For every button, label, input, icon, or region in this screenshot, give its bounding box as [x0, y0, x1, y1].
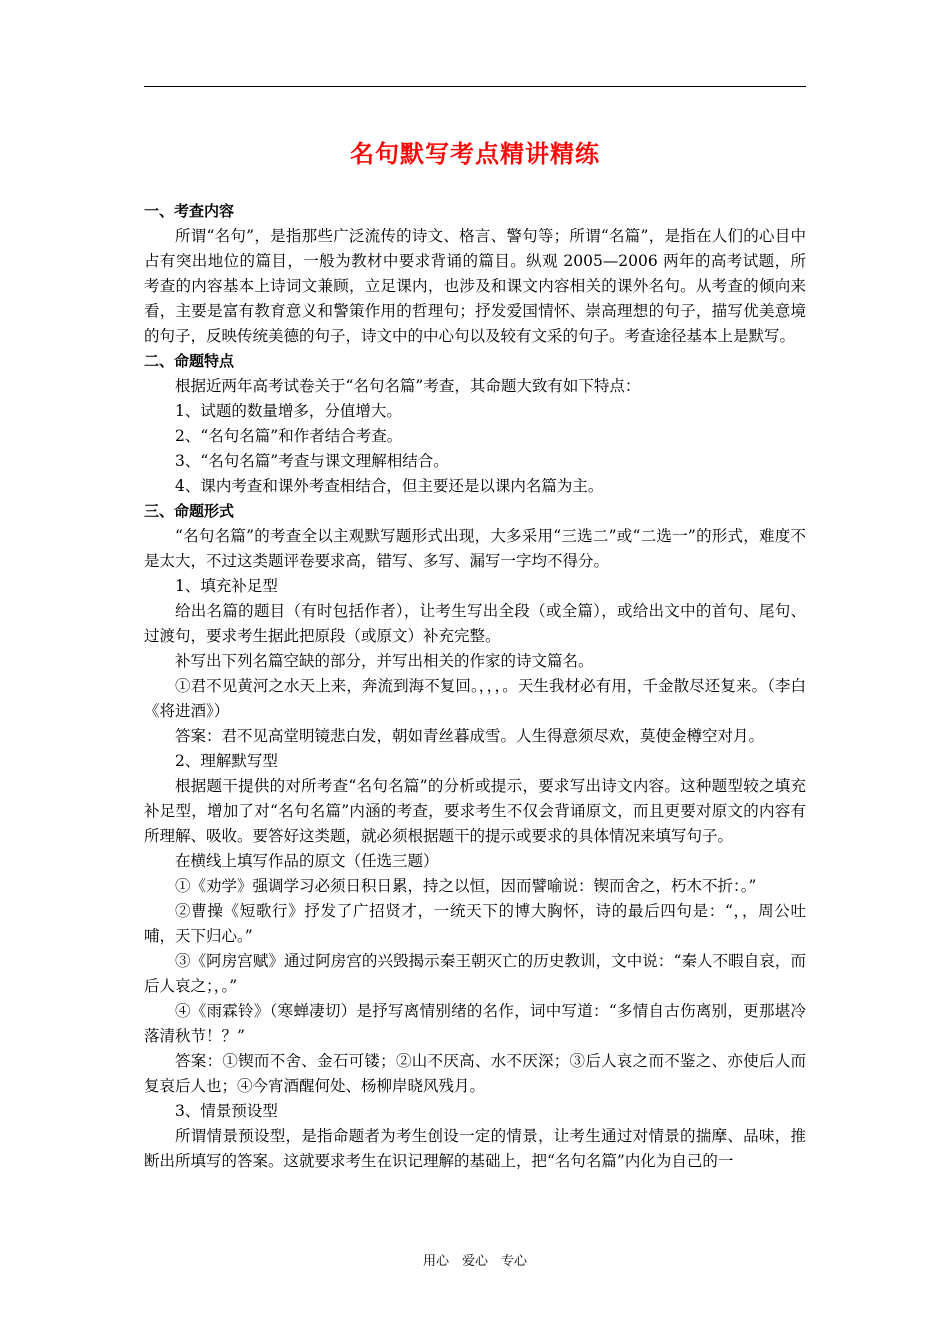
question-prompt: 补写出下列名篇空缺的部分，并写出相关的作家的诗文篇名。 — [175, 652, 594, 670]
question-item: ③《阿房宫赋》通过阿房宫的兴毁揭示秦王朝灭亡的历史教训，文中说：“秦人不暇自哀，而后人哀之；，。” — [144, 952, 806, 995]
document-body — [144, 199, 806, 1174]
list-item: 3、“名句名篇”考查与课文理解相结合。 — [175, 452, 449, 470]
question-item: ①《劝学》强调学习必须日积日累，持之以恒，因而譬喻说：锲而舍之，朽木不折：。” — [175, 877, 757, 895]
list-item: 2、“名句名篇”和作者结合考查。 — [175, 427, 403, 445]
section-heading-1: 一、考查内容 — [144, 202, 235, 220]
section-heading-2: 二、命题特点 — [144, 352, 235, 370]
section-heading-3: 三、命题形式 — [144, 502, 235, 520]
subsection-title: 2、理解默写型 — [175, 752, 278, 770]
question-item: ①君不见黄河之水天上来，奔流到海不复回。，，，。天生我材必有用，千金散尽还复来。（李白《将进酒》） — [144, 677, 806, 720]
paragraph: 根据近两年高考试卷关于“名句名篇”考查，其命题大致有如下特点： — [175, 377, 641, 395]
page-title: 名句默写考点精讲精练 — [350, 140, 600, 168]
paragraph: 所谓情景预设型，是指命题者为考生创设一定的情景，让考生通过对情景的揣摩、品味，推断出所填写的答案。这就要求考生在识记理解的基础上，把“名句名篇”内化为自己的一 — [144, 1127, 806, 1170]
paragraph: “名句名篇”的考查全以主观默写题形式出现，大多采用“三选二”或“二选一”的形式，难度不是太大，不过这类题评卷要求高，错写、多写、漏写一字均不得分。 — [144, 527, 806, 570]
page-footer: 用心 爱心 专心 — [422, 1254, 527, 1269]
question-prompt: 在横线上填写作品的原文（任选三题） — [175, 852, 439, 870]
paragraph: 所谓“名句”，是指那些广泛流传的诗文、格言、警句等；所谓“名篇”，是指在人们的心目中占有突出地位的篇目，一般为教材中要求背诵的篇目。纵观 2005—2006 两年的高考试题，所考查的内容基本上诗词文兼顾，立足课内，也涉及和课文内容相关的课外名句。从考查的倾向来看，主要是富有教育意义和警策作用的哲理句；抒发爱国情怀、崇高理想的句子，描写优美意境的句子，反映传统美德的句子，诗文中的中心句以及较有文采的句子。考查途径基本上是默写。 — [144, 227, 806, 345]
subsection-title: 1、填充补足型 — [175, 577, 278, 595]
list-item: 4、课内考查和课外考查相结合，但主要还是以课内名篇为主。 — [175, 477, 604, 495]
question-item: ④《雨霖铃》（寒蝉凄切）是抒写离情别绪的名作，词中写道：“多情自古伤离别，更那堪冷落清秋节！？” — [144, 1002, 806, 1045]
paragraph: 根据题干提供的对所考查“名句名篇”的分析或提示，要求写出诗文内容。这种题型较之填充补足型，增加了对“名句名篇”内涵的考查，要求考生不仅会背诵原文，而且更要对原文的内容有所理解、吸收。要答好这类题，就必须根据题干的提示或要求的具体情况来填写句子。 — [144, 777, 806, 845]
subsection-title: 3、情景预设型 — [175, 1102, 278, 1120]
header-rule — [144, 86, 806, 87]
paragraph: 给出名篇的题目（有时包括作者），让考生写出全段（或全篇），或给出文中的首句、尾句、过渡句，要求考生据此把原段（或原文）补充完整。 — [144, 602, 806, 645]
question-item: ②曹操《短歌行》抒发了广招贤才，一统天下的博大胸怀，诗的最后四句是：“，，周公吐哺，天下归心。” — [144, 902, 806, 945]
answer-text: 答案：君不见高堂明镜悲白发，朝如青丝暮成雪。人生得意须尽欢，莫使金樽空对月。 — [175, 727, 765, 745]
answer-text: 答案：①锲而不舍、金石可镂；②山不厌高、水不厌深；③后人哀之而不鉴之、亦使后人而复哀后人也；④今宵酒醒何处、杨柳岸晓风残月。 — [144, 1052, 806, 1095]
list-item: 1、试题的数量增多，分值增大。 — [175, 402, 402, 420]
